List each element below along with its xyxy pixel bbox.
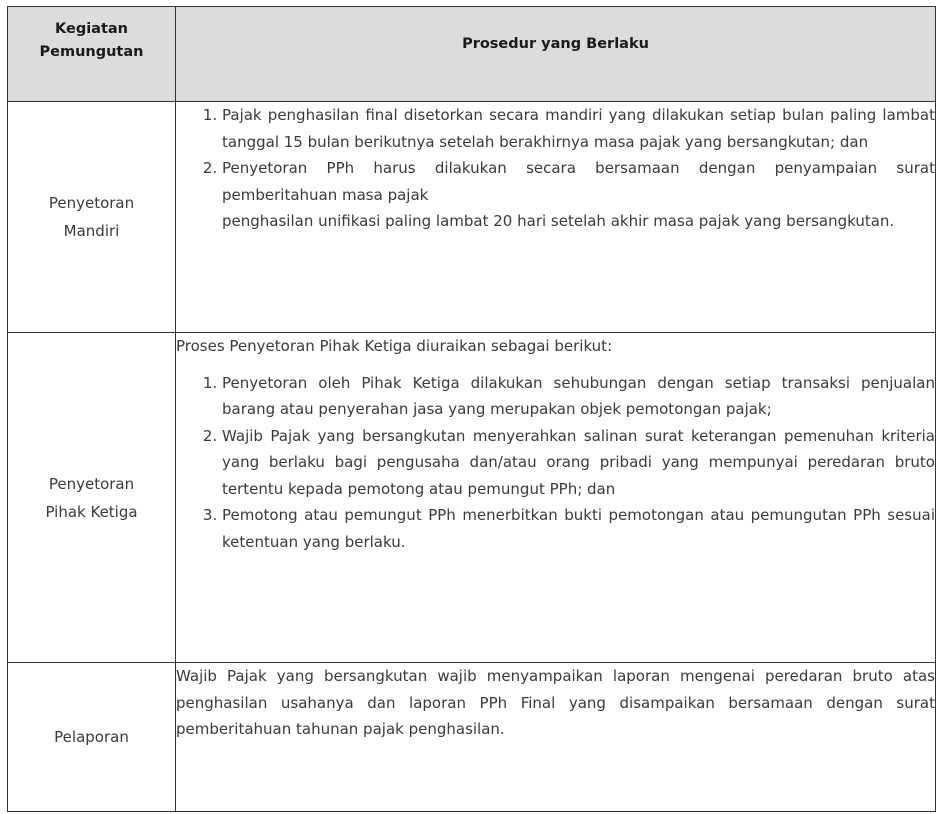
table-row [8,663,936,812]
list-item-continuation: penghasilan unifikasi paling lambat 20 hari setelah akhir masa pajak yang bersangkutan. [222,212,895,230]
activity-label-line1: Pelaporan [54,728,129,746]
procedure-list [176,370,935,556]
list-item-text: Penyetoran PPh harus dilakukan secara bersamaan dengan penyampaian surat pemberitahuan masa pajak [222,159,935,204]
activity-cell [8,333,176,663]
header-activity [8,7,176,102]
table-row [8,333,936,663]
activity-label-line2: Pihak Ketiga [45,502,138,521]
header-procedure [176,7,936,102]
activity-label-line1: Penyetoran [48,474,135,493]
procedure-table [7,6,936,812]
procedure-cell [176,102,936,333]
header-activity-line2: Pemungutan [39,44,144,60]
list-item: 1. Pajak penghasilan final disetorkan secara mandiri yang dilakukan setiap bulan paling lambat tanggal 15 bulan berikutnya setelah berakhirnya masa pajak yang bersangkutan; dan [222,102,935,155]
list-item: 2. Wajib Pajak yang bersangkutan menyerahkan salinan surat keterangan pemenuhan kriteria yang berlaku bagi pengusaha dan/atau orang pribadi yang mempunyai peredaran bruto tertentu kepada pemotong atau pemungut PPh; dan [222,423,935,503]
procedure-text: Wajib Pajak yang bersangkutan wajib menyampaikan laporan mengenai peredaran bruto atas penghasilan usahanya dan laporan PPh Final yang disampaikan bersamaan dengan surat pemberitahuan tahunan pajak penghasilan. [176,667,935,738]
activity-cell [8,663,176,812]
list-item: 3. Pemotong atau pemungut PPh menerbitkan bukti pemotongan atau pemungutan PPh sesuai ketentuan yang berlaku. [222,502,935,555]
header-procedure-label: Prosedur yang Berlaku [462,36,649,52]
activity-cell [8,102,176,333]
header-activity-line1: Kegiatan [55,21,128,37]
activity-label-line1: Penyetoran [48,194,135,212]
activity-label-line2: Mandiri [63,222,120,240]
table-row [8,102,936,333]
list-item: 1. Penyetoran oleh Pihak Ketiga dilakukan sehubungan dengan setiap transaksi penjualan barang atau penyerahan jasa yang merupakan objek pemotongan pajak; [222,370,935,423]
procedure-cell [176,333,936,663]
procedure-list [176,102,935,235]
list-item [222,155,935,235]
table-header-row [8,7,936,102]
procedure-intro: Proses Penyetoran Pihak Ketiga diuraikan sebagai berikut: [176,337,613,355]
procedure-cell [176,663,936,812]
